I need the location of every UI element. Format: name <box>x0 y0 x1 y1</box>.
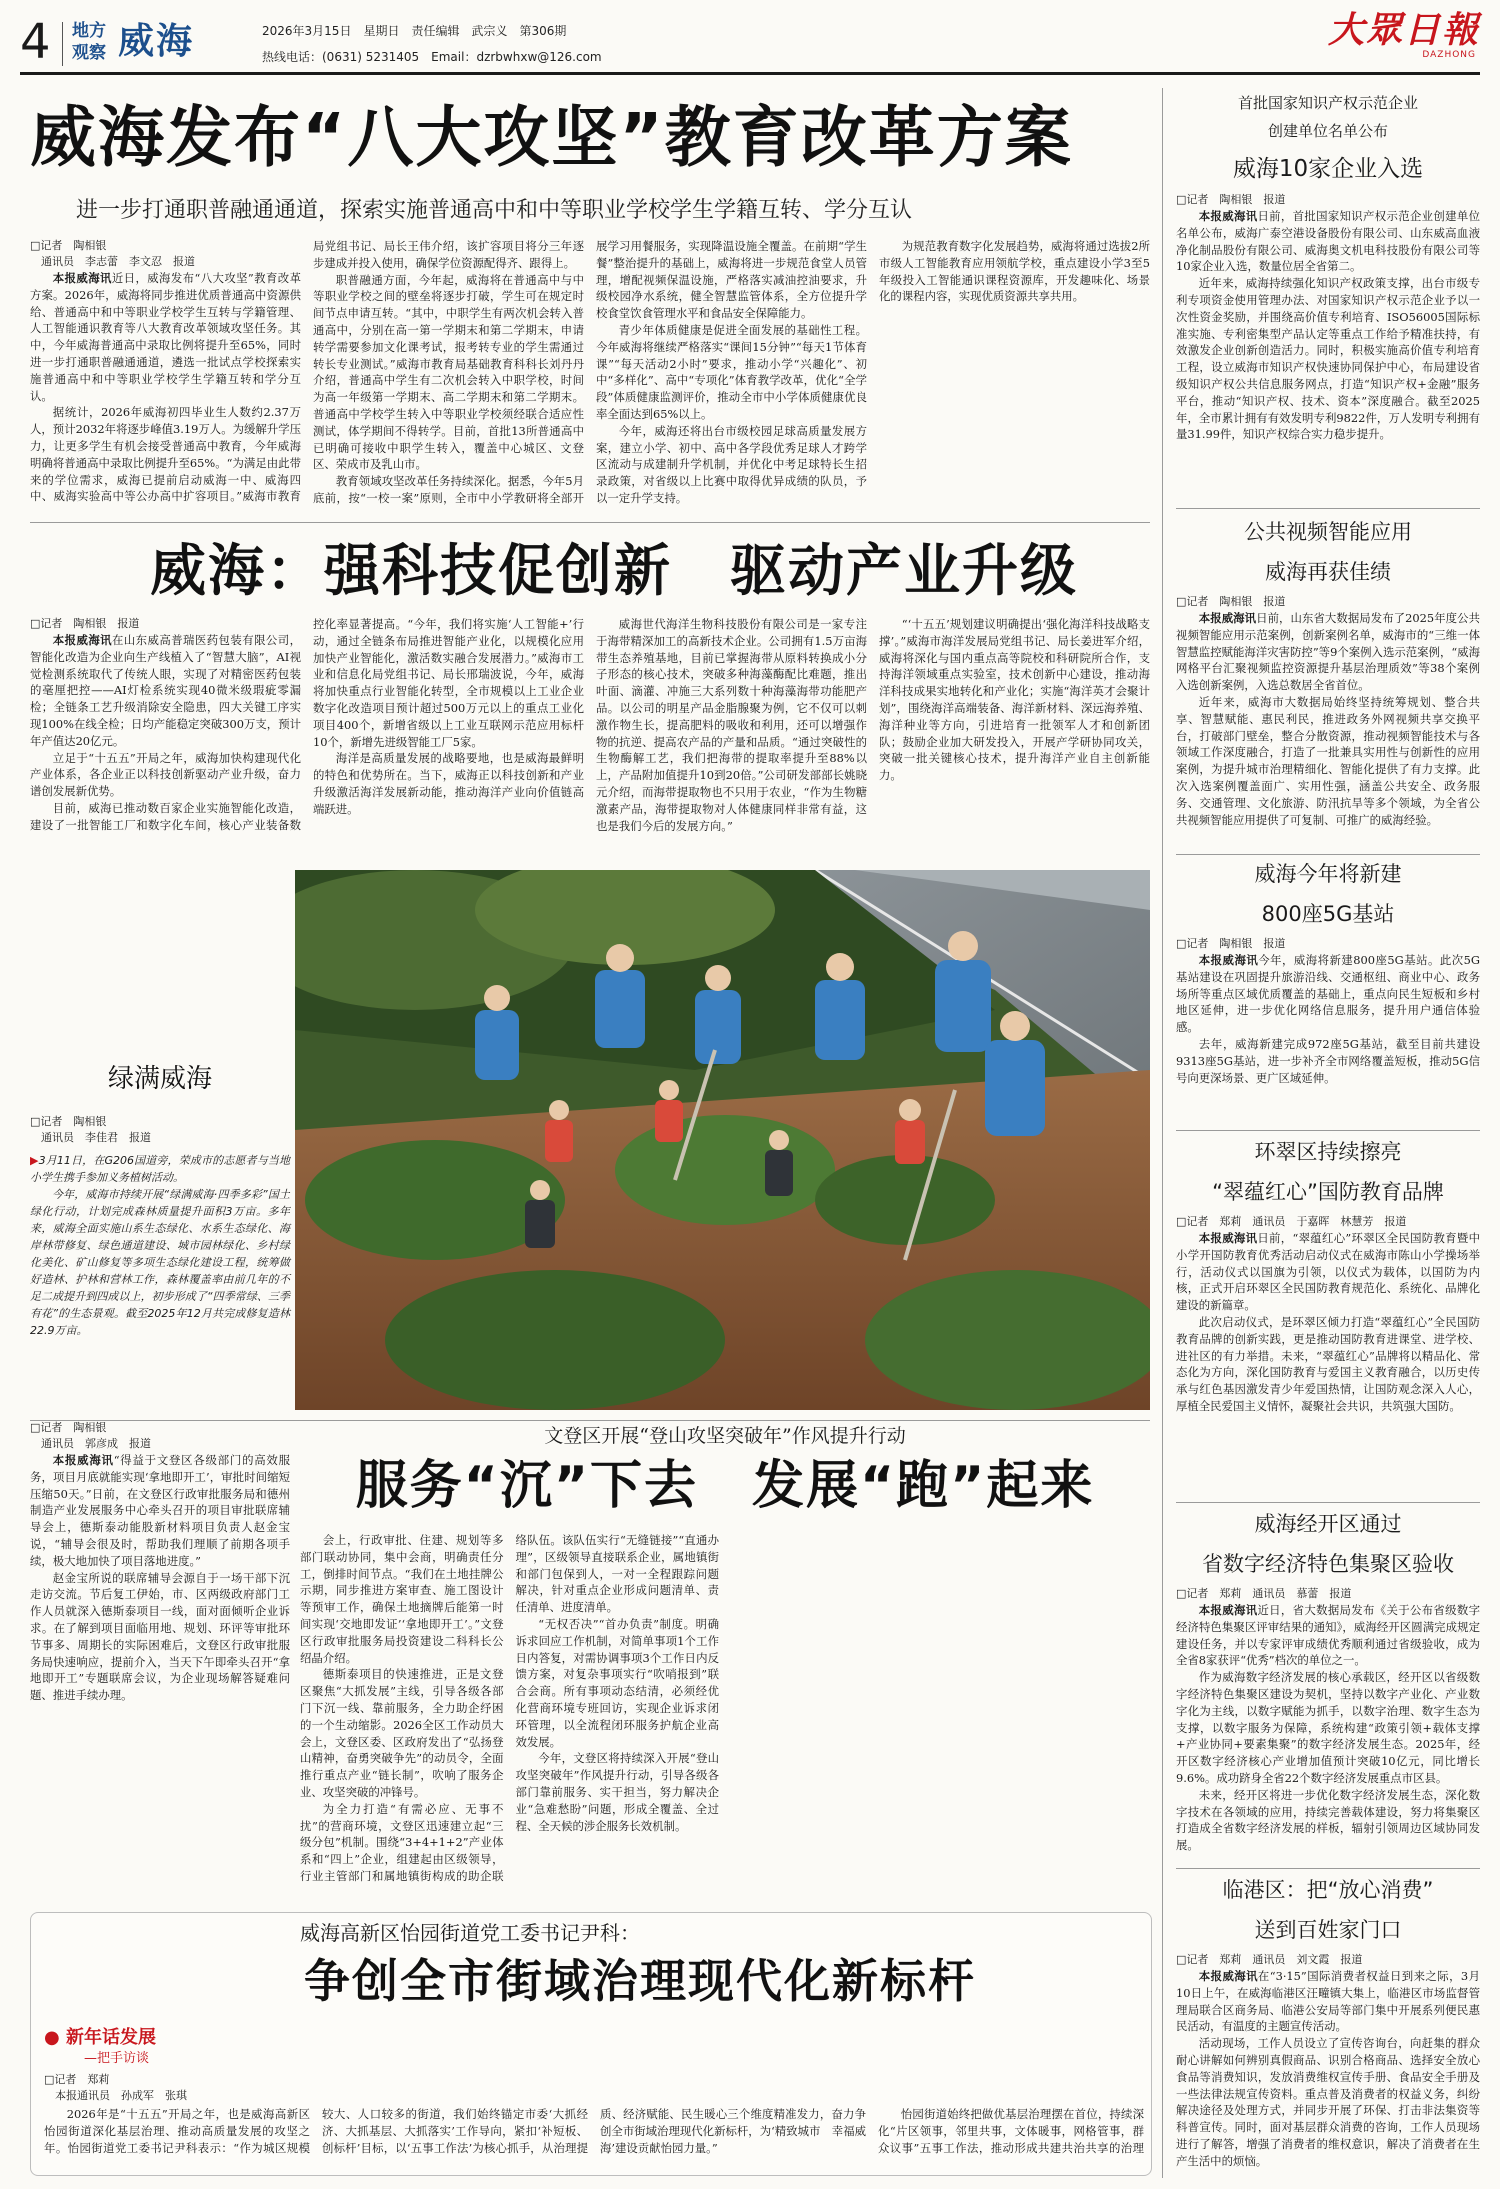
article4-body: 2026年是“十五五”开局之年，也是威海高新区怡园街道深化基层治理、推动高质量发展的攻坚之年。怡园街道党工委书记尹科表示：“作为城区规模较大、人口较多的街道，我们始终锚定市委‘大抓经济、大抓基层、大抓落实’工作导向，紧扣‘补短板、创标杆’目标，以‘五事工作法’为核心抓手，从治理提质、经济赋能、民生暖心三个维度精准发力，奋力争创全市街域治理现代化新标杆，为‘精致城市 幸福威海’建设贡献怡园力量。” 怡园街道始终把做优基层治理摆在首位，持续深化“片区领事，邻里共事，文体暖事，网格管事，群众议事”五事工作法，推动形成共建共治共享的治理 <box>44 2107 1144 2155</box>
section-label-line2: 观察 <box>72 43 106 63</box>
masthead-rule <box>20 72 1480 75</box>
side2-title2: 威海再获佳绩 <box>1265 560 1391 584</box>
side3-byline: □记者 陶相银 报道 <box>1176 937 1286 950</box>
section-name: 威海 <box>118 21 195 62</box>
article2-title: 威海：强科技促创新 驱动产业升级 <box>150 539 1078 604</box>
date-line: 2026年3月15日 星期日 责任编辑 武宗义 第306期 <box>262 24 567 38</box>
article1-title: 威海发布“八大攻坚”教育改革方案 <box>30 99 1073 176</box>
article1-subtitle: 进一步打通职普融通通道，探索实施普通高中和中等职业学校学生学籍互转、学分互认 <box>76 198 913 223</box>
divider <box>1176 1868 1480 1869</box>
logo-text: 大眾日報 <box>1327 9 1480 51</box>
side6-title1: 临港区：把“放心消费” <box>1222 1878 1434 1902</box>
side2-byline: □记者 陶相银 报道 <box>1176 595 1286 608</box>
column-badge <box>44 2026 234 2068</box>
side4-byline: □记者 郑莉 通讯员 于嘉晖 林慧芳 报道 <box>1176 1215 1407 1228</box>
photo-byline: □记者 陶相银 通讯员 李佳君 报道 <box>30 1115 151 1144</box>
side4-title1: 环翠区持续擦亮 <box>1254 1140 1402 1164</box>
side3-title2: 800座5G基站 <box>1261 902 1395 926</box>
article1-body: □记者 陶相银 通讯员 李志蕾 李文忍 报道 本报威海讯近日，威海发布“八大攻坚”教育改革方案。2026年，威海将同步推进优质普通高中资源供给、普通高中和中等职业学校学生互转与学籍管理、人工智能通识教育等八大教育改革领域攻坚任务。其中，今年威海普通高中录取比例将提升至65%，同时进一步打通职普融通通道，遴选一批试点学校探索实施普通高中和中等职业学校学生学籍互转和学分互认。 据统计，2026年威海初四毕业生人数约2.37万人，预计2032年将逐步峰值3.19万人。为缓解升学压力，让更多学生有机会接受普通高中教育，今年威海明确将普通高中录取比例提升至65%。“为满足由此带来的学位需求，威海已提前启动威海一中、威海四中、威海实验高中等公办高中扩容项目。”威海市教育局党组书记、局长王伟介绍，该扩容项目将分三年逐步建成并投入使用，确保学位资源配得齐、跟得上。 职普融通方面，今年起，威海将在普通高中与中等职业学校之间的壁垒将逐步打破，学生可在规定时间节点申请互转。“其中，中职学生有两次机会转入普通高中，分别在高一第一学期末和第二学期末，申请转学需要参加文化课考试，报考转专业的学生需通过转长专业测试。”威海市教育局基础教育科科长刘丹丹介绍，普通高中学生有二次机会转入中职学校，时间为高一年级第一学期末、高二学期末和第二学期末。普通高中学校学生转入中等职业学校须经联合适应性测试，体学期间不得转学。目前，首批13所普通高中已明确可接收中职学生转入，覆盖中心城区、文登区、荣成市及乳山市。 教育领域攻坚改革任务持续深化。据悉，今年5月底前，按“一校一案”原则，全市中小学教研将全部开展学习用餐服务，实现降温设施全覆盖。在前期“学生餐”整治提升的基础上，威海将进一步规范食堂人员管理，增配视频保温设施，严格落实减油控油要求，升级校园净水系统，健全智慧监管体系，全方位提升学校食堂饮食管理水平和食品安全保障能力。 青少年体质健康是促进全面发展的基础性工程。今年威海将继续严格落实“课间15分钟”“每天1节体育课”“每天活动2小时”要求，推动小学“兴趣化”、初中“多样化”、高中“专项化”体育教学改革，优化“全学段”体质健康监测评价，推动全市中小学体质健康优良率全面达到65%以上。 今年，威海还将出台市级校园足球高质量发展方案，建立小学、初中、高中各学段优秀足球人才跨学区流动与成建制升学机制，并优化中考足球特长生招录政策，对省级以上比赛中取得优异成绩的队员，予以一定升学支持。 为规范教育数字化发展趋势，威海将通过选拔2所市级人工智能教育应用领航学校，重点建设小学3至5年级投入工智能通识课程资源库，开发趣味化、场景化的课程内容，实现优质资源共享共用。 <box>30 239 1150 505</box>
hotline: 热线电话：(0631) 5231405 Email：dzrbwhxw@126.com <box>262 50 602 64</box>
article3-kicker: 文登区开展“登山攻坚突破年”作风提升行动 <box>544 1425 906 1447</box>
side3-body: 本报威海讯今年，威海将新建800座5G基站。此次5G基站建设在巩固提升旅游沿线、交通枢纽、商业中心、政务场所等重点区域优质覆盖的基础上，重点向民生短板和乡村地区延伸，进一步优化网络信息服务，提升用户通信体验感。 去年，威海新建完成972座5G基站，截至目前共建设9313座5G基站，进一步补齐全市网络覆盖短板，推动5G信号向更深场景、更广区域延伸。 <box>1176 953 1480 1085</box>
side6-body: 本报威海讯在“3·15”国际消费者权益日到来之际，3月10日上午，在威海临港区汪疃镇大集上，临港区市场监督管理局联合区商务局、临港公安局等部门集中开展系列便民惠民活动，有温度的主题宣传活动。 活动现场，工作人员设立了宣传咨询台，向赶集的群众耐心讲解如何辨别真假商品、识别合格商品、选择安全放心食品等消费知识，发放消费维权宣传手册、食品安全手册及一些法律法规宣传资料。重点普及消费者的权益义务，纠纷解决途径及处理方式，并同步开展了环保、打击非法集资等科普宣传。同时，面对基层群众消费的咨询，工作人员现场进行了解答，增强了消费者的维权意识，解决了消费者在生产生活中的烦恼。 <box>1176 1969 1480 2168</box>
article3-byline: □记者 陶相银 通讯员 郭彦成 报道 <box>30 1421 151 1450</box>
side5-byline: □记者 郑莉 通讯员 慕蕾 报道 <box>1176 1587 1352 1600</box>
masthead-divider <box>62 22 63 66</box>
side6-byline: □记者 郑莉 通讯员 刘文霞 报道 <box>1176 1953 1363 1966</box>
side1-kicker2: 创建单位名单公布 <box>1267 122 1388 140</box>
photo-caption-text: ▶3月11日，在G206国道旁，荣成市的志愿者与当地小学生携手参加义务植树活动。 今年，威海市持续开展“绿满威海·四季多彩”国土绿化行动，计划完成森林质量提升面积3万亩。多年来，威海全面实施山系生态绿化、水系生态绿化、海岸林带修复、绿色通道建设、城市园林绿化、乡村绿化美化、矿山修复等多项生态绿化建设工程，统筹做好造林、护林和营林工作，森林覆盖率由前几年的不足二成提升到四成以上，初步形成了“四季常绿、三季有花”的生态景观。截至2025年12月共完成修复造林22.9万亩。 <box>30 1154 290 1337</box>
side2-body: 本报威海讯日前，山东省大数据局发布了2025年度公共视频智能应用示范案例，创新案例名单，威海市的“三维一体智慧监控赋能海洋灾害防控”等9个案例入选示范案例，“威海网格平台汇聚视频监控资源提升基层治理质效”等38个案例入选创新案例，入选总数居全省首位。 近年来，威海市大数据局始终坚持统筹规划、整合共享、智慧赋能、惠民利民，推进政务外网视频共享交换平台，打破部门壁垒，整合分散资源，推动视频智能技术与各领域工作深度融合，打造了一批兼具实用性与创新性的应用案例，为提升城市治理精细化、智能化提供了有力支撑。此次入选案例覆盖面广、实用性强，涵盖公共安全、政务服务、交通管理、文化旅游、防汛抗旱等多个领域，为全省公共视频智能应用提供了可复制、可推广的威海经验。 <box>1176 611 1480 827</box>
side1-body: 本报威海讯日前，首批国家知识产权示范企业创建单位名单公布，威海广泰空港设备股份有限公司、山东威高血液净化制品股份有限公司、威海奥文机电科技股份有限公司等10家企业入选，数量位居全省第二。 近年来，威海持续强化知识产权政策支撑，出台市级专利专项资金使用管理办法、对国家知识产权示范企业予以一次性资金奖励，并围绕高价值专利培育、ISO56005国际标准实施、专利密集型产品认定等重点工作给予精准扶持，有效激发企业创新创造活力。同时，积极实施高价值专利培育工程，设立威海市知识产权快速协同保护中心，布局建设省级知识产权公共信息服务网点，打造“知识产权+金融”服务平台，推动“知识产权、技术、资本”深度融合。截至2025年，全市累计拥有有效发明专利9822件，万人发明专利拥有量31.99件，知识产权综合实力稳步提升。 <box>1176 209 1480 442</box>
article3-left-body: □记者 陶相银 通讯员 郭彦成 报道 本报威海讯“得益于文登区各级部门的高效服务，项目月底就能实现‘拿地即开工’，审批时间缩短压缩50天。”日前，在文登区行政审批服务局和德州制造产业发展服务中心牵头召开的项目审批联席辅导会上，德斯泰动能股新材料项目负责人赵金宝说，“辅导会很及时，帮助我们理顺了前期各项手续，极大地加快了项目落地进度。” 赵金宝所说的联席辅导会源自于一场干部下沉走访交流。节后复工伊始，市、区两级政府部门工作人员就深入德斯泰项目一线，面对面倾听企业诉求。在了解到项目面临用地、规划、环评等审批环节事多、周期长的实际困难后，文登区行政审批服务局快速响应，提前介入，当天下午即牵头召开“拿地即开工”专题联席会议，为企业现场解答疑难问题、推进手续办理。 <box>30 1421 290 1703</box>
article4-byline: □记者 郑莉 本报通讯员 孙成军 张琪 <box>44 2073 187 2102</box>
side5 <box>1176 1506 1480 1866</box>
divider <box>1176 854 1480 855</box>
side1 <box>1176 92 1480 512</box>
divider <box>30 522 1150 523</box>
sidebar-rule <box>1162 88 1163 2178</box>
section-label-line1: 地方 <box>72 21 106 41</box>
side1-kicker1: 首批国家知识产权示范企业 <box>1237 94 1418 112</box>
column-sub: —把手访谈 <box>84 2051 150 2066</box>
side3 <box>1176 858 1480 1128</box>
article2-body: □记者 陶相银 报道 本报威海讯在山东威高普瑞医药包装有限公司，智能化改造为企业向生产线植入了“智慧大脑”，AI视觉检测系统取代了传统人眼，实现了对精密医药包装的毫厘把控——AI灯检系统实现40微米级瑕疵零漏检；全链条工艺升级消除安全隐患，四大关键工序实现100%在线全检；日均产能稳定突破300万支，预计年产值达20亿元。 立足于“十五五”开局之年，威海加快构建现代化产业体系，各企业正以科技创新驱动产业升级，奋力谱创发展新优势。 目前，威海已推动数百家企业实施智能化改造，建设了一批智能工厂和数字化车间，核心产业装备数控化率显著提高。“今年，我们将实施‘人工智能+’行动，通过全链条布局推进智能产业化，以规模化应用加快产业智能化，激活数实融合发展潜力。”威海市工业和信息化局党组书记、局长邢瑞波说，今年，威海将加快重点行业智能化转型，全市规模以上工业企业数字化改造项目预计超过500万元以上的重点工业化项目400个，新增省级以上工业互联网示范应用标杆10个，新增先进级智能工厂5家。 海洋是高质量发展的战略要地，也是威海最鲜明的特色和优势所在。当下，威海正以科技创新和产业升级激活海洋发展新动能，推动海洋产业向价值链高端跃进。 威海世代海洋生物科技股份有限公司是一家专注于海带精深加工的高新技术企业。公司拥有1.5万亩海带生态养殖基地，目前已掌握海带从原料转换成小分子形态的核心技术，突破多种海藻酶配比难题，推出叶面、滴灌、冲施三大系列数十种海藻海带功能肥产品。以公司的明星产品金脂腺聚为例，它不仅可以刺激作物生长，提高肥料的吸收和利用，还可以增强作物的抗逆、提高农产品的产量和品质。“通过突破性的生物酶解工艺，我们把海带的提取率提升至88%以上，产品附加值提升10到20倍。”公司研发部部长姚晓元介绍，而海带提取物也不只用于农业，“作为生物糖激素产品，海带提取物对人体健康同样非常有益，这也是我们今后的发展方向。” “‘十五五’规划建议明确提出‘强化海洋科技战略支撑’。”威海市海洋发展局党组书记、局长姜进军介绍，威海将深化与国内重点高等院校和科研院所合作，支持海洋领域重点实验室，技术创新中心建设，推动海洋科技成果实地转化和产业化；实施“海洋英才会聚计划”，围绕海洋高端装备、海洋新材料、深远海养殖、海洋种业等方向，引进培育一批领军人才和创新团队；鼓励企业加大研发投入，开展产学研协同攻关，突破一批关键核心技术，提升海洋产业自主创新能力。 <box>30 617 1150 833</box>
divider <box>1176 508 1480 509</box>
side4 <box>1176 1134 1480 1500</box>
article1-byline: □记者 陶相银 通讯员 李志蕾 李文忍 报道 <box>30 239 195 268</box>
article4-kicker: 威海高新区怡园街道党工委书记尹科： <box>300 1921 640 1945</box>
photo-illustration <box>295 870 1150 1410</box>
side2-title1: 公共视频智能应用 <box>1244 520 1412 544</box>
column-name: ● 新年话发展 <box>44 2027 156 2048</box>
side3-title1: 威海今年将新建 <box>1254 862 1402 886</box>
logo-sub: DAZHONG <box>1422 50 1476 60</box>
photo-caption-block <box>30 860 290 1380</box>
side5-title1: 威海经开区通过 <box>1254 1512 1402 1536</box>
newspaper-logo <box>1300 10 1480 66</box>
article4-title: 争创全市街域治理现代化新标杆 <box>304 1954 976 2008</box>
side4-body: 本报威海讯日前，“翠蕴红心”环翠区全民国防教育暨中小学开国防教育优秀活动启动仪式在威海市陈山小学操场举行，活动仪式以国旗为引领，以仪式为载体，以国防为内核，正式开启环翠区全民国防教育规范化、系统化、品牌化建设的新篇章。 此次启动仪式，是环翠区倾力打造“翠蕴红心”全民国防教育品牌的创新实践，更是推动国防教育进课堂、进学校、进社区的有力举措。未来，“翠蕴红心”品牌将以精品化、常态化为方向，深化国防教育与爱国主义教育融合，以历史传承与红色基因激发青少年爱国热情，让国防观念深入人心，厚植全民爱国主义情怀，凝聚社会共识，共筑强大国防。 <box>1176 1231 1480 1413</box>
divider <box>1176 1502 1480 1503</box>
section-label <box>72 20 106 64</box>
side4-title2: “翠蕴红心”国防教育品牌 <box>1212 1180 1444 1204</box>
article3-title: 服务“沉”下去 发展“跑”起来 <box>355 1456 1095 1516</box>
tree-planting-photo <box>295 870 1150 1410</box>
page-number: 4 <box>20 14 51 70</box>
side5-body: 本报威海讯近日，省大数据局发布《关于公布省级数字经济特色集聚区评审结果的通知》，威海经开区圆满完成规定建设任务，并以专家评审成绩优秀顺利通过省级验收，成为全省8家获评“优秀”档次的单位之一。 作为威海数字经济发展的核心承载区，经开区以省级数字经济特色集聚区建设为契机，坚持以数字产业化、产业数字化为主线，以数字赋能为抓手，以数字治理、数字生态为支撑，以数字服务为保障，系统构建“政策引领+载体支撑+产业协同+要素集聚”的数字经济发展生态。2025年，经开区数字经济核心产业增加值预计突破10亿元，同比增长9.6%。成功跻身全省22个数字经济发展重点市区县。 未来，经开区将进一步优化数字经济发展生态，深化数字技术在各领域的应用，持续完善载体建设，努力将集聚区打造成全省数字经济发展的样板，辐射引领周边区域协同发展。 <box>1176 1603 1480 1853</box>
photo-caption-title: 绿满威海 <box>107 1064 212 1094</box>
side1-byline: □记者 陶相银 报道 <box>1176 193 1286 206</box>
side2 <box>1176 512 1480 858</box>
article2-byline: □记者 陶相银 报道 <box>30 617 140 630</box>
side1-title: 威海10家企业入选 <box>1232 156 1424 182</box>
article3-body: 会上，行政审批、住建、规划等多部门联动协同，集中会商，明确责任分工，倒排时间节点。“我们在土地挂牌公示期，同步推进方案审查、施工图设计等预审工作，确保土地摘牌后能第一时间实现‘交地即发证’‘拿地即开工’。”文登区行政审批服务局投资建设二科科长公绍晶介绍。 德斯泰项目的快速推进，正是文登区聚焦“大抓发展”主线，引导各级各部门下沉一线、靠前服务，全力助企纾困的一个生动缩影。2026全区工作动员大会上，文登区委、区政府发出了“弘扬登山精神，奋勇突破争先”的动员令，全面推行重点产业“链长制”，吹响了服务企业、攻坚突破的冲锋号。 为全力打造“有需必应、无事不扰”的营商环境，文登区迅速建立起“三级分包”机制。围绕“3+4+1+2”产业体系和“四上”企业，组建起由区级领导，行业主管部门和属地镇街构成的助企联络队伍。该队伍实行“无缝链接”“直通办理”，区级领导直接联系企业，属地镇街和部门包保到人，一对一全程跟踪问题解决，针对重点企业形成问题清单、责任清单、进度清单。 “无权否决”“首办负责”制度。明确诉求回应工作机制，对简单事项1个工作日内答复，对需协调事项3个工作日内反馈方案，对复杂事项实行“吹哨报到”联合会商。所有事项动态结清，必须经优化营商环境专班回访，实现企业诉求闭环管理，以全流程闭环服务护航企业高效发展。 今年，文登区将持续深入开展“登山攻坚突破年”作风提升行动，引导各级各部门靠前服务、实干担当，努力解决企业“急难愁盼”问题，形成全覆盖、全过程、全天候的涉企服务长效机制。 <box>300 1533 719 1883</box>
divider <box>1176 1130 1480 1131</box>
side5-title2: 省数字经济特色集聚区验收 <box>1202 1552 1454 1576</box>
column-bullet-icon: ● <box>44 2027 60 2048</box>
side6-title2: 送到百姓家门口 <box>1254 1918 1402 1942</box>
side6 <box>1176 1872 1480 2178</box>
